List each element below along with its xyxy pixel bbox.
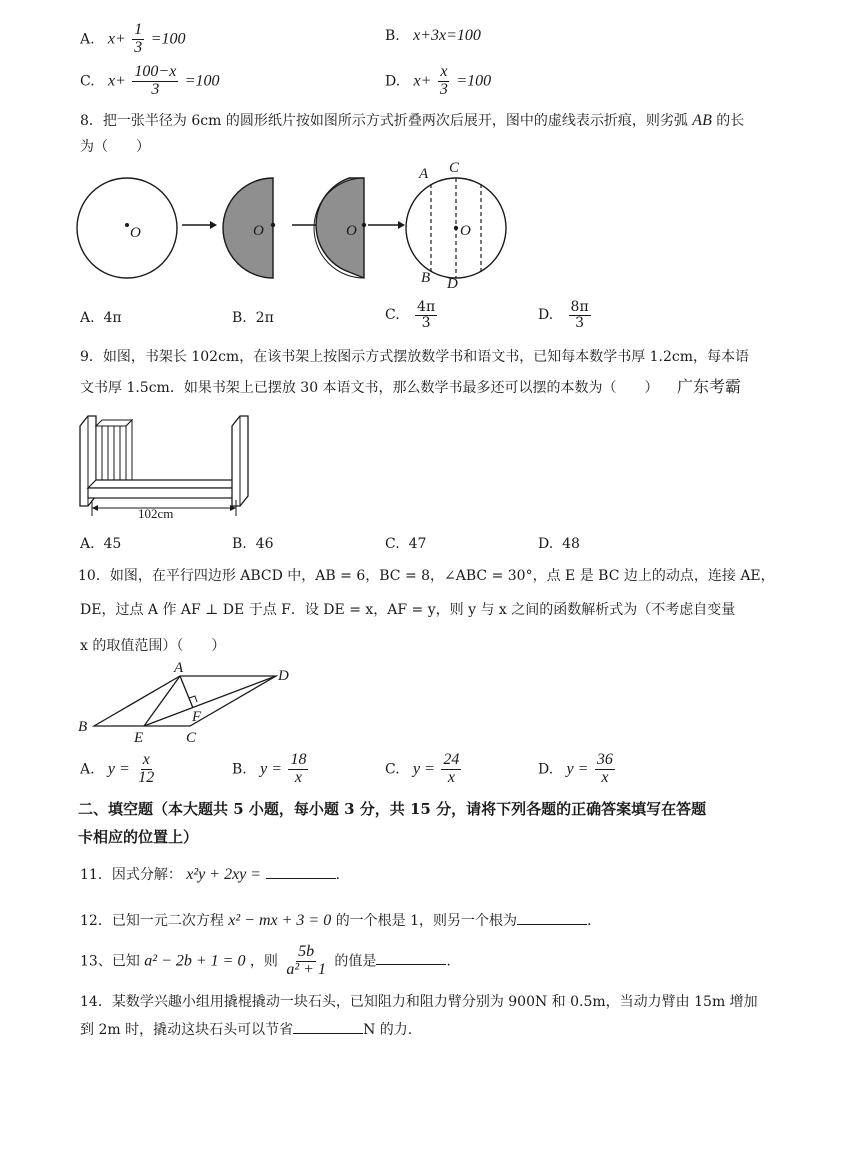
q9-stem-line1: 9．如图，书架长 102cm，在该书架上按图示方式摆放数学书和语文书，已知每本数学书厚 1.2cm，每本语 bbox=[80, 349, 750, 365]
q12: 12．已知一元二次方程 x² − mx + 3 = 0 的一个根是 1，则另一个根为 . bbox=[80, 912, 592, 929]
segment-de bbox=[144, 676, 276, 726]
option-label: A. bbox=[80, 31, 95, 48]
q8-stem-line2: 为（ ） bbox=[80, 139, 150, 155]
q14-stem-line1: 14．某数学兴趣小组用撬棍撬动一块石头，已知阻力和阻力臂分别为 900N 和 0.5m，当动力臂由 15m 增加 bbox=[80, 994, 758, 1010]
q10-stem-line3: x 的取值范围）（ ） bbox=[80, 638, 226, 654]
q9-option-a: A. 45 bbox=[80, 536, 122, 552]
label-b: B bbox=[78, 719, 88, 735]
q9-option-b: B. 46 bbox=[232, 536, 274, 552]
watermark-text: 广东考霸 bbox=[677, 377, 742, 396]
q10-option-d: D. y = $\frac{36}{x}$ bbox=[538, 751, 613, 786]
q9-stem-line2: 文书厚 1.5cm．如果书架上已摆放 30 本语文书，那么数学书最多还可以摆的本数为（ ） 广东考霸 bbox=[80, 377, 742, 396]
q13: 13、已知 a² − 2b + 1 = 0 ，则 $\frac{5b}{\text{a² + 1}}$ 的值是 . bbox=[80, 943, 451, 978]
label-a: A bbox=[174, 660, 184, 676]
label-a: A bbox=[419, 166, 429, 182]
q10-option-b: B. y = $\frac{18}{x}$ bbox=[232, 751, 307, 786]
label-f: F bbox=[192, 709, 202, 725]
fraction: $\frac{x}{12}$ bbox=[138, 751, 155, 786]
fraction: $\frac{18}{x}$ bbox=[290, 751, 307, 786]
section-heading-cont: 卡相应的位置上） bbox=[78, 828, 199, 846]
fraction: $\frac{1}{3}$ bbox=[134, 21, 143, 56]
fraction: $\frac{8\pi}{3}$ bbox=[570, 299, 589, 331]
fraction: $\frac{4\pi}{3}$ bbox=[417, 299, 436, 331]
q7-option-d: D. x+ $\frac{x}{3}$ =100 bbox=[385, 63, 492, 98]
q11: 11．因式分解： x²y + 2xy = . bbox=[80, 866, 340, 883]
q10-option-a: A. y = $\frac{x}{12}$ bbox=[80, 751, 155, 786]
circle-full bbox=[77, 178, 177, 278]
fraction: $\frac{100-x}{3}$ bbox=[134, 63, 177, 98]
shelf-base bbox=[88, 488, 240, 498]
q8-option-a: A. 4π bbox=[80, 310, 122, 326]
segment-af bbox=[180, 676, 193, 708]
label-d: D bbox=[278, 668, 289, 684]
q8-stem-line1: 8．把一张半径为 6cm 的圆形纸片按如图所示方式折叠两次后展开，图中的虚线表示折痕，则劣弧 AB 的长 bbox=[80, 112, 745, 129]
answer-blank bbox=[517, 910, 587, 925]
q7-option-a: A. x+ $\frac{1}{3}$ =100 bbox=[80, 21, 186, 56]
q8-option-c: C. $\frac{4\pi}{3}$ bbox=[385, 299, 436, 331]
section-heading: 二、填空题（本大题共 5 小题，每小题 3 分，共 15 分，请将下列各题的正确答案填写在答题 bbox=[78, 800, 707, 818]
q7-option-b: B. x+3x=100 bbox=[385, 27, 481, 44]
fraction: $\frac{x}{3}$ bbox=[439, 63, 448, 98]
q9-option-c: C. 47 bbox=[385, 536, 427, 552]
q10-stem-line2: DE，过点 A 作 AF ⊥ DE 于点 F．设 DE = x，AF = y，则 y 与 x 之间的函数解析式为（不考虑自变量 bbox=[80, 602, 736, 618]
q9-option-d: D. 48 bbox=[538, 536, 580, 552]
label-c: C bbox=[449, 160, 460, 176]
answer-blank bbox=[293, 1019, 363, 1034]
label-o: O bbox=[460, 223, 471, 239]
half-circle bbox=[223, 178, 273, 278]
label-b: B bbox=[421, 270, 431, 286]
q14-stem-line2: 到 2m 时，撬动这块石头可以节省 N 的力. bbox=[80, 1019, 412, 1039]
q8-option-b: B. 2π bbox=[232, 310, 274, 326]
q10-stem-line1: 10．如图，在平行四边形 ABCD 中，AB = 6，BC = 8，∠ABC = 30°，点 E 是 BC 边上的动点，连接 AE， bbox=[78, 568, 775, 584]
fraction: $\frac{5b}{\text{a² + 1}}$ bbox=[286, 943, 326, 978]
shelf-top-surface bbox=[88, 480, 240, 488]
q8-option-d: D. $\frac{8\pi}{3}$ bbox=[538, 299, 589, 331]
label-e: E bbox=[134, 730, 144, 746]
label-c: C bbox=[186, 730, 197, 746]
books-stack bbox=[96, 420, 132, 488]
q10-option-c: C. y = $\frac{24}{x}$ bbox=[385, 751, 460, 786]
fraction: $\frac{36}{x}$ bbox=[596, 751, 613, 786]
parallelogram-abcd bbox=[94, 676, 276, 726]
center-dot bbox=[125, 223, 129, 227]
q7-option-c: C. x+ $\frac{100-x}{3}$ =100 bbox=[80, 63, 220, 98]
answer-blank bbox=[376, 950, 446, 965]
label-d: D bbox=[447, 276, 458, 290]
label-o: O bbox=[346, 223, 357, 239]
dimension-label: 102cm bbox=[138, 506, 174, 521]
answer-blank bbox=[266, 864, 336, 879]
q10-parallelogram-figure bbox=[74, 658, 304, 748]
option-expr: x+ bbox=[107, 30, 126, 48]
label-o: O bbox=[130, 225, 141, 241]
fraction: $\frac{24}{x}$ bbox=[443, 751, 460, 786]
label-o: O bbox=[253, 223, 264, 239]
q8-folding-figure bbox=[70, 160, 530, 290]
